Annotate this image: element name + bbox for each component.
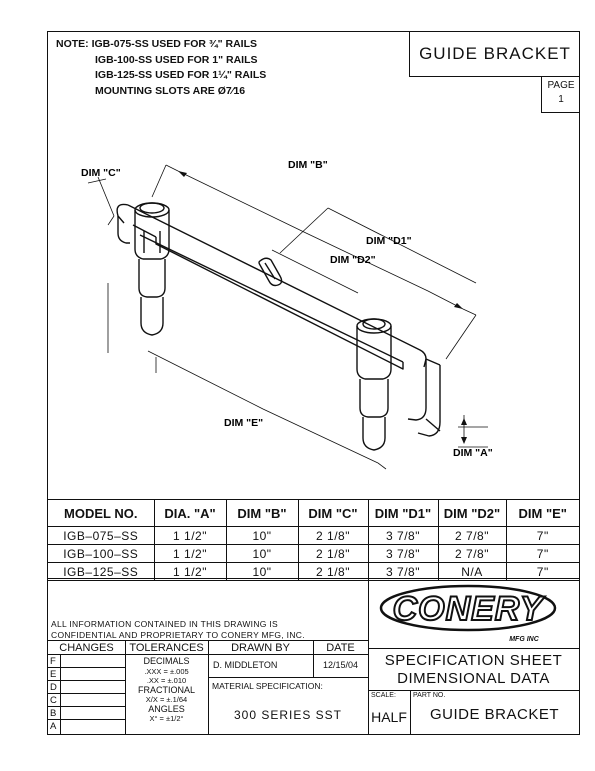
confidential-line-2: CONFIDENTIAL AND PROPRIETARY TO CONERY MFG, INC.	[51, 630, 305, 640]
drawn-by-label: DRAWN BY	[231, 642, 290, 654]
notes-block	[56, 37, 266, 99]
page-box	[541, 76, 580, 113]
date-label: DATE	[326, 642, 355, 654]
col-dim-c: DIM "C"	[298, 500, 368, 527]
cell: 7"	[506, 527, 579, 545]
tb-row-e	[48, 680, 125, 681]
part-no-value: GUIDE BRACKET	[429, 706, 560, 723]
change-letter-b: B	[50, 708, 57, 719]
page-label: PAGE	[547, 80, 575, 91]
change-letter-d: D	[50, 682, 57, 693]
tb-row-c	[48, 706, 125, 707]
dim-e-label: DIM "E"	[224, 417, 264, 429]
col-dia-a: DIA. "A"	[154, 500, 226, 527]
col-dim-d2: DIM "D2"	[438, 500, 506, 527]
bracket-drawing	[48, 113, 579, 499]
tb-line-material	[208, 677, 368, 678]
changes-label: CHANGES	[59, 642, 114, 654]
table-row	[48, 545, 579, 563]
cell: 2 7/8"	[438, 527, 506, 545]
change-letter-f: F	[50, 656, 56, 667]
dim-d1-label: DIM "D1"	[366, 235, 412, 247]
tb-row-f	[48, 667, 125, 668]
scale-value: HALF	[371, 709, 407, 725]
scale-label: SCALE:	[371, 692, 396, 699]
cell: 3 7/8"	[368, 545, 438, 563]
cell: 10"	[226, 545, 298, 563]
material-value: 300 SERIES SST	[233, 708, 343, 722]
cell: 10"	[226, 527, 298, 545]
cell: IGB–100–SS	[48, 545, 154, 563]
logo-text: CONERY	[392, 590, 544, 628]
cell: 7"	[506, 563, 579, 581]
cell: IGB–075–SS	[48, 527, 154, 545]
cell: 2 7/8"	[438, 545, 506, 563]
dim-d2-label: DIM "D2"	[330, 254, 376, 266]
table-row	[48, 527, 579, 545]
part-no-label: PART NO.	[413, 692, 446, 699]
tol-fractional: FRACTIONAL	[137, 684, 195, 695]
material-label: MATERIAL SPECIFICATION:	[212, 681, 323, 691]
dim-c-label: DIM "C"	[81, 167, 121, 179]
cell: 1 1/2"	[154, 527, 226, 545]
page-number: 1	[558, 94, 564, 105]
cell: 2 1/8"	[298, 527, 368, 545]
note-line-1: NOTE: IGB-075-SS USED FOR ¾" RAILS	[56, 38, 258, 50]
change-letter-a: A	[50, 721, 57, 732]
spec-table	[48, 499, 579, 581]
cell: 1 1/2"	[154, 563, 226, 581]
cell: IGB–125–SS	[48, 563, 154, 581]
tolerances-label: TOLERANCES	[129, 642, 204, 654]
col-dim-e: DIM "E"	[506, 500, 579, 527]
tb-row-d	[48, 693, 125, 694]
change-letter-e: E	[50, 669, 57, 680]
drawing-title: GUIDE BRACKET	[409, 31, 580, 77]
cell: 3 7/8"	[368, 563, 438, 581]
cell: N/A	[438, 563, 506, 581]
dim-b-label: DIM "B"	[288, 159, 328, 171]
cell: 3 7/8"	[368, 527, 438, 545]
spec-table-header	[48, 500, 579, 527]
cell: 10"	[226, 563, 298, 581]
tol-xx: .XX = ±.010	[146, 676, 187, 685]
note-line-4: MOUNTING SLOTS ARE Ø7⁄16	[95, 84, 246, 97]
col-dim-b: DIM "B"	[226, 500, 298, 527]
note-line-2: IGB-100-SS USED FOR 1" RAILS	[95, 53, 258, 66]
cell: 2 1/8"	[298, 545, 368, 563]
tb-line-logo	[368, 648, 579, 649]
change-letter-c: C	[50, 695, 57, 706]
tb-line-scale	[368, 690, 579, 691]
tol-angles-val: X° = ±1/2°	[149, 714, 184, 723]
cell: 2 1/8"	[298, 563, 368, 581]
table-bottom-line	[48, 578, 579, 579]
tol-frac: X/X = ±.1/64	[145, 695, 188, 704]
confidentiality-notice	[51, 619, 305, 641]
tb-row-b	[48, 719, 125, 720]
col-dim-d1: DIM "D1"	[368, 500, 438, 527]
spec-sheet-label: SPECIFICATION SHEET	[384, 652, 563, 669]
confidential-line-1: ALL INFORMATION CONTAINED IN THIS DRAWING IS	[51, 619, 278, 629]
tol-decimals: DECIMALS	[143, 656, 190, 666]
tol-angles: ANGLES	[148, 703, 185, 714]
col-model: MODEL NO.	[48, 500, 154, 527]
note-line-3: IGB-125-SS USED FOR 1¼" RAILS	[95, 69, 267, 81]
tol-xxx: .XXX = ±.005	[144, 666, 189, 676]
logo-sub: MFG INC	[509, 636, 539, 643]
drawn-by-value: D. MIDDLETON	[213, 660, 278, 670]
cell: 1 1/2"	[154, 545, 226, 563]
dim-a-label: DIM "A"	[453, 447, 493, 459]
tolerances-values	[125, 657, 208, 724]
dimensional-data-label: DIMENSIONAL DATA	[397, 670, 550, 687]
conery-logo	[378, 584, 558, 644]
date-value: 12/15/04	[322, 660, 359, 670]
cell: 7"	[506, 545, 579, 563]
